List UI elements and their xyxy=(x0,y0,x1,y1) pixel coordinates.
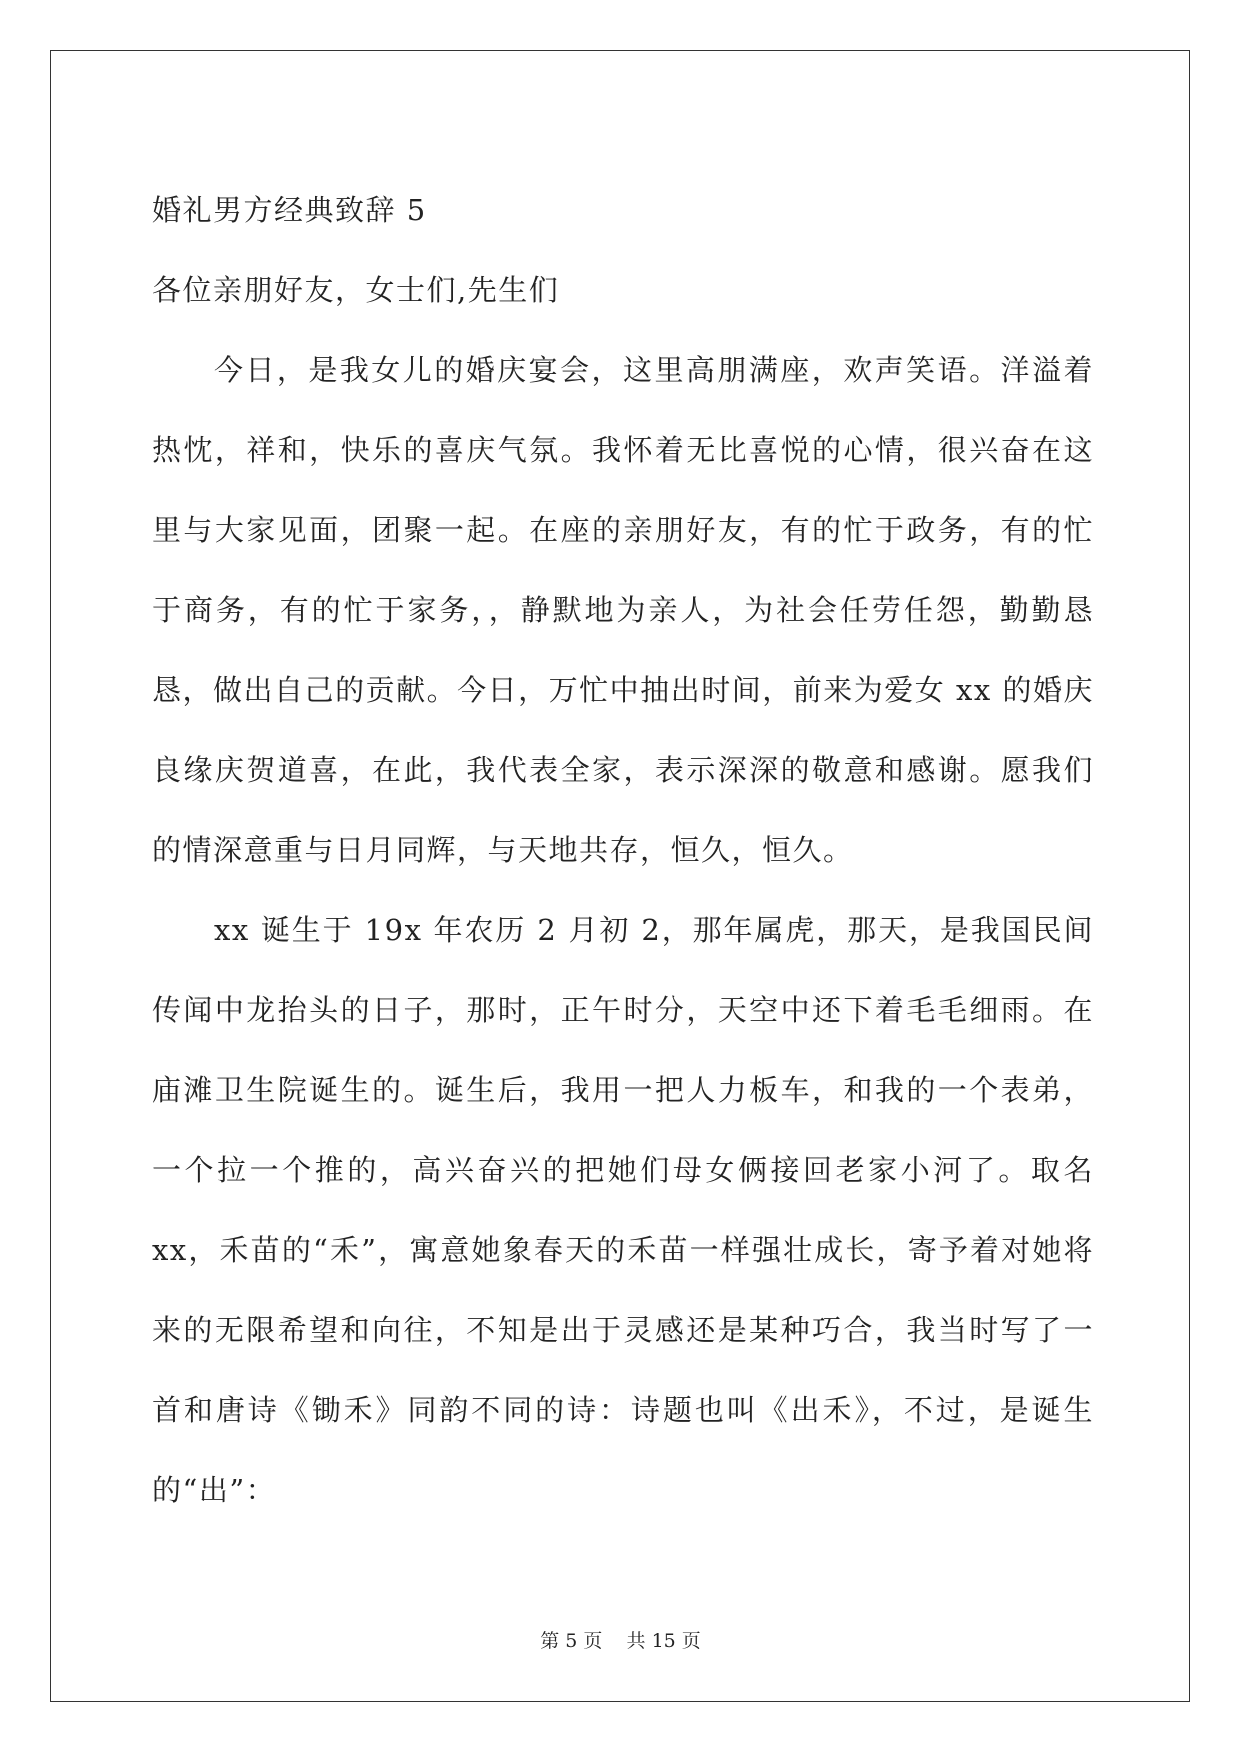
document-title: 婚礼男方经典致辞 5 xyxy=(152,193,427,227)
document-body xyxy=(152,170,1094,1530)
paragraph-2: xx 诞生于 19x 年农历 2 月初 2，那年属虎，那天，是我国民间传闻中龙抬头的日子，那时，正午时分，天空中还下着毛毛细雨。在庙滩卫生院诞生的。诞生后，我用一把人力板车，和我的一个表弟，一个拉一个推的，高兴奋兴的把她们母女俩接回老家小河了。取名 xx，禾苗的“禾”，寓意她象春天的禾苗一样强壮成长，寄予着对她将来的无限希望和向往，不知是出于灵感还是某种巧合，我当时写了一首和唐诗《锄禾》同韵不同的诗：诗题也叫《出禾》，不过，是诞生的“出”： xyxy=(152,913,1094,1507)
paragraph-1: 今日，是我女儿的婚庆宴会，这里高朋满座，欢声笑语。洋溢着热忱，祥和，快乐的喜庆气氛。我怀着无比喜悦的心情，很兴奋在这里与大家见面，团聚一起。在座的亲朋好友，有的忙于政务，有的忙于商务，有的忙于家务，，静默地为亲人，为社会任劳任怨，勤勤恳恳，做出自己的贡献。今日，万忙中抽出时间，前来为爱女 xx 的婚庆良缘庆贺道喜，在此，我代表全家，表示深深的敬意和感谢。愿我们的情深意重与日月同辉，与天地共存，恒久，恒久。 xyxy=(152,353,1094,867)
salutation: 各位亲朋好友，女士们,先生们 xyxy=(152,273,560,307)
page-number-footer: 第 5 页 共 15 页 xyxy=(540,1630,701,1652)
